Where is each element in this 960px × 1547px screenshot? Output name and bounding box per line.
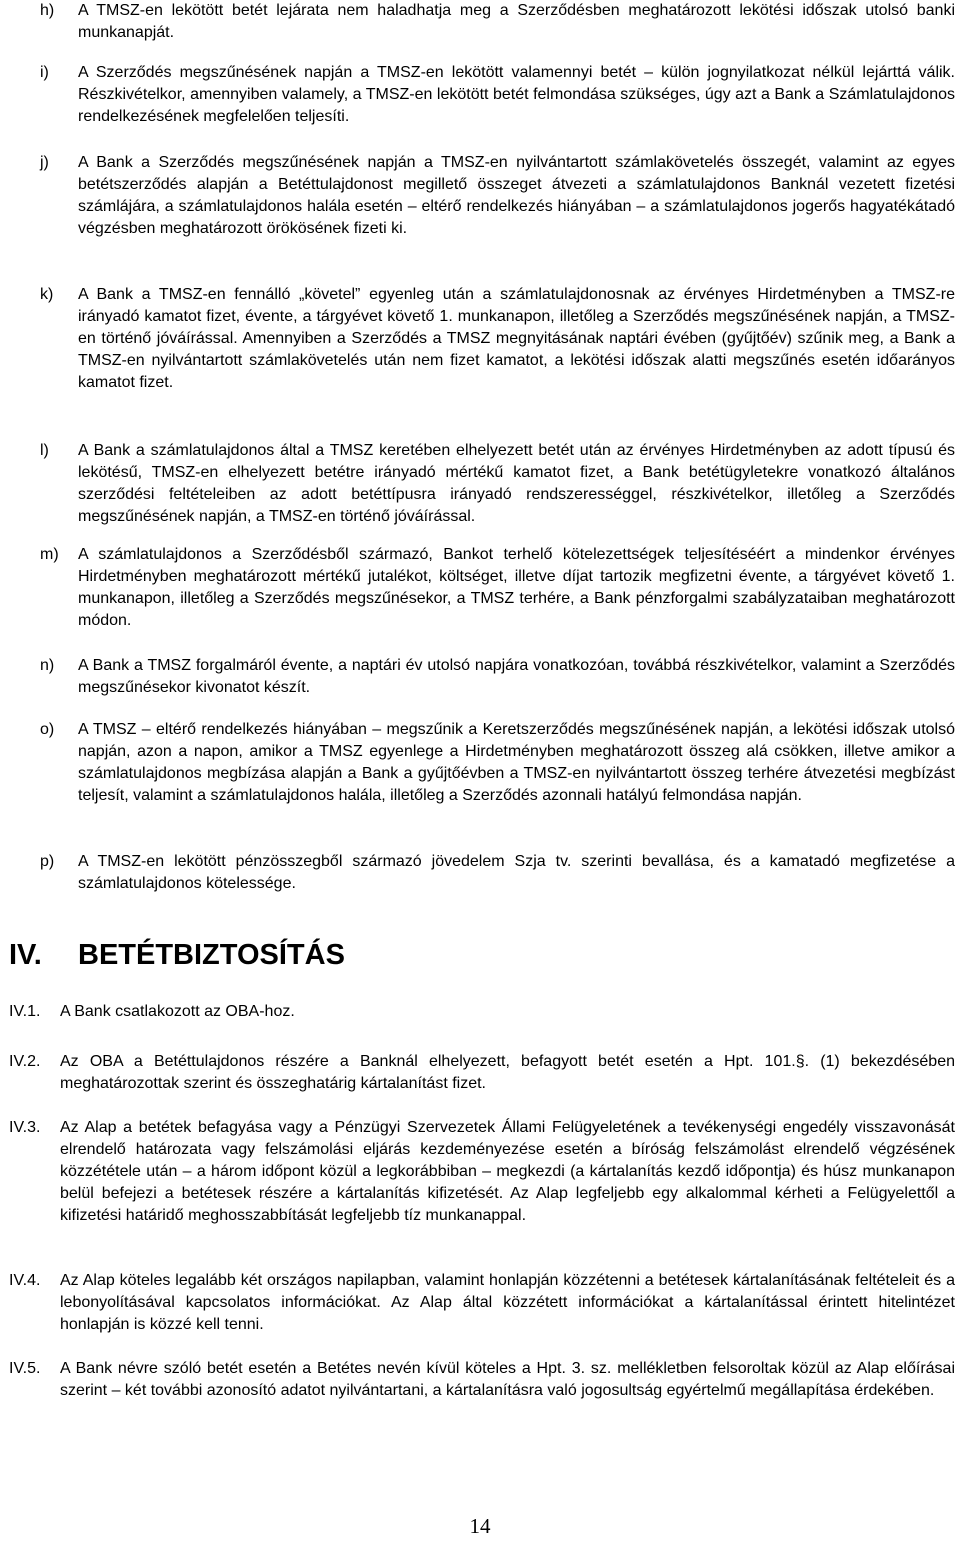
item-label: h): [40, 2, 55, 19]
list-item-o: [40, 719, 955, 807]
item-label: l): [40, 442, 49, 459]
item-text: A Bank a Szerződés megszűnésének napján a TMSZ-en nyilvántartott számlakövetelés összegét, valamint az egyes betétszerződés alapján a Betéttulajdonost megillető összeget átvezeti a számlatulajdonos Banknál vezetett fizetési számlájára, a számlatulajdonos halála esetén – eltérő rendelkezés hiányában – a számlatulajdonos jogerős hagyatékátadó végzésben meghatározott örökösének fizeti ki.: [78, 154, 955, 237]
subsection-text: Az Alap a betétek befagyása vagy a Pénzügyi Szervezetek Állami Felügyeletének a tevékenységi engedély visszavonását elrendelő határozata vagy felszámolási eljárás kezdeményezése esetén a bíróság felszámolást elrendelő végzésének közzététele után – a három időpont közül a legkorábbiban – megkezdi (a kártalanítás kezdő időpontja) és húsz munkanapon belül befejezi a betétesek részére a kártalanítás kifizetését. Az Alap legfeljebb egy alkalommal kérheti a Felügyelettől a kifizetési határidő meghosszabbítását legfeljebb tíz munkanappal.: [60, 1119, 955, 1224]
item-label: n): [40, 657, 55, 674]
item-text: A számlatulajdonos a Szerződésből származó, Bankot terhelő kötelezettségek teljesítéséért a mindenkor érvényes Hirdetményben meghatározott mértékű jutalékot, költséget, illetve díjat tartozik megfizetni évente, a tárgyévet követő 1. munkanapon, illetőleg a Szerződés megszűnésekor, a TMSZ terhére, a Bank pénzforgalmi szabályzataiban meghatározott módon.: [78, 546, 955, 629]
subsection-item-iv-1: [9, 1001, 955, 1023]
subsection-text: Az OBA a Betéttulajdonos részére a Banknál elhelyezett, befagyott betét esetén a Hpt. 101.§. (1) bekezdésében meghatározottak szerint és összeghatárig kártalanítást fizet.: [60, 1053, 955, 1092]
item-label: m): [40, 546, 59, 563]
list-item-j: [40, 152, 955, 240]
item-label: p): [40, 853, 55, 870]
list-item-l: [40, 440, 955, 528]
item-text: A Bank a számlatulajdonos által a TMSZ keretében elhelyezett betét után az érvényes Hirdetményben az adott típusú és lekötésű, TMSZ-en elhelyezett betétre irányadó mértékű kamatot fizet, a Bank betétügyletekre vonatkozó általános szerződési feltételeiben az adott betéttípusra irányadó rendszerességgel, részkivételkor, illetőleg a Szerződés megszűnésének napján, a TMSZ-en történő jóváírással.: [78, 442, 955, 525]
item-text: A TMSZ-en lekötött betét lejárata nem haladhatja meg a Szerződésben meghatározott lekötési időszak utolsó banki munkanapját.: [78, 2, 955, 41]
item-text: A Bank a TMSZ-en fennálló „követel” egyenleg után a számlatulajdonosnak az érvényes Hirdetményben a TMSZ-re irányadó kamatot fizet, évente, a tárgyévet követő 1. munkanapon, illetőleg a Szerződés megszűnésének napján, a TMSZ-en történő jóváírással. Amennyiben a Szerződés a TMSZ megnyitásának naptári évében (gyűjtőév) szűnik meg, a Bank a TMSZ-en nyilvántartott számlakövetelés után nem fizet kamatot, a lekötési időszak alatti megszűnés esetén időarányos kamatot fizet.: [78, 286, 955, 391]
item-label: o): [40, 721, 55, 738]
list-item-m: [40, 544, 955, 632]
subsection-item-iv-3: [9, 1117, 955, 1227]
list-item-k: [40, 284, 955, 394]
subsection-text: A Bank csatlakozott az OBA-hoz.: [60, 1003, 295, 1020]
item-text: A TMSZ – eltérő rendelkezés hiányában – megszűnik a Keretszerződés megszűnésének napján, a lekötési időszak utolsó napján, azon a napon, amikor a TMSZ egyenlege a Hirdetményben meghatározott összeg alá csökken, illetve amikor a számlatulajdonos megbízása alapján a Bank a gyűjtőévben a TMSZ-en nyilvántartott összeg terhére átvezetési megbízást teljesít, valamint a számlatulajdonos halála, illetőleg a Szerződés azonnali hatályú felmondása napján.: [78, 721, 955, 804]
subsection-item-iv-4: [9, 1270, 955, 1336]
section-number: IV.: [9, 939, 42, 971]
subsection-label: IV.1.: [9, 1003, 41, 1020]
section-title: BETÉTBIZTOSÍTÁS: [78, 939, 345, 971]
subsection-text: Az Alap köteles legalább két országos napilapban, valamint honlapján közzétenni a betétesek kártalanításának feltételeit és a lebonyolításával kapcsolatos információkat. Az Alap által közzétett információkat a kártalanítással érintett hitelintézet honlapján is közzé kell tenni.: [60, 1272, 955, 1333]
subsection-label: IV.3.: [9, 1119, 41, 1136]
subsection-item-iv-2: [9, 1051, 955, 1095]
item-label: k): [40, 286, 54, 303]
page-number: 14: [469, 1514, 491, 1538]
list-item-h: [40, 0, 955, 44]
subsection-label: IV.4.: [9, 1272, 41, 1289]
list-item-p: [40, 851, 955, 895]
subsection-label: IV.5.: [9, 1360, 41, 1377]
item-text: A Szerződés megszűnésének napján a TMSZ-en lekötött valamennyi betét – külön jognyilatkozat nélkül lejárttá válik. Részkivételkor, amennyiben valamely, a TMSZ-en lekötött betét felmondása szükséges, úgy azt a Bank a Számlatulajdonos rendelkezésének megfelelően teljesíti.: [78, 64, 955, 125]
subsection-label: IV.2.: [9, 1053, 41, 1070]
subsection-text: A Bank névre szóló betét esetén a Betétes nevén kívül köteles a Hpt. 3. sz. mellékletben felsoroltak közül az Alap előírásai szerint – két további azonosító adatot nyilvántartani, a kártalanításra való jogosultság egyértelmű megállapítása érdekében.: [60, 1360, 955, 1399]
item-label: j): [40, 154, 49, 171]
list-item-n: [40, 655, 955, 699]
subsection-item-iv-5: [9, 1358, 955, 1402]
item-label: i): [40, 64, 49, 81]
item-text: A Bank a TMSZ forgalmáról évente, a naptári év utolsó napjára vonatkozóan, továbbá részkivételkor, valamint a Szerződés megszűnésekor kivonatot készít.: [78, 657, 955, 696]
list-item-i: [40, 62, 955, 128]
item-text: A TMSZ-en lekötött pénzösszegből származó jövedelem Szja tv. szerinti bevallása, és a kamatadó megfizetése a számlatulajdonos kötelessége.: [78, 853, 955, 892]
